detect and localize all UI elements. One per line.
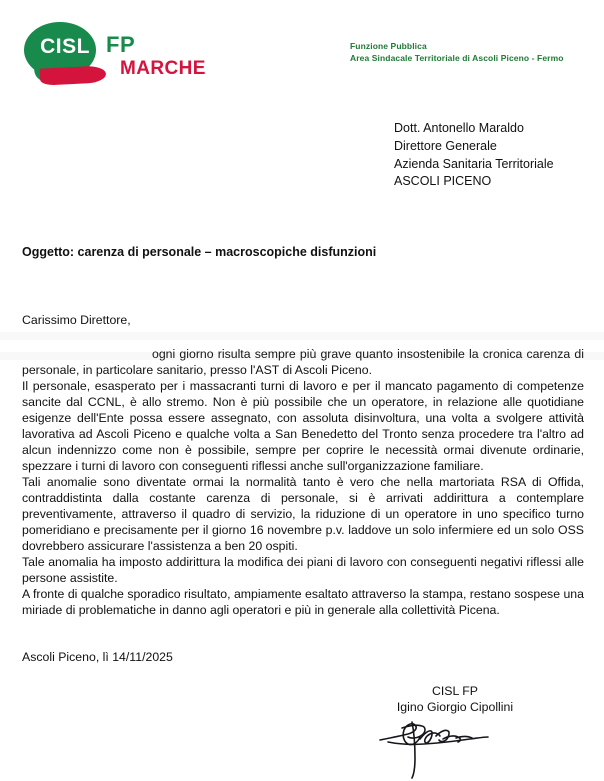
handwritten-signature-icon: [368, 712, 518, 780]
greeting: Carissimo Direttore,: [22, 313, 131, 327]
logo-cisl-text: CISL: [40, 35, 90, 58]
body-paragraph: Il personale, esasperato per i massacranti turni di lavoro e per il mancato pagamento di competenze sancite dal CCNL, è allo stremo. Non è più possibile che un operatore, in relazione alle quotidiane esigenze dell'Ente possa essere assegnato, con assoluta disinvoltura, una volta a svolgere attività lavorativa ad Ascoli Piceno e qualche volta a San Benedetto del Tronto senza procedere tra l'altro ad alcun indennizzo come non è possibile, sempre per coprire le necessità ormai divenute ordinarie, spezzare i turni di lavoro con conseguenti riflessi anche sull'organizzazione familiare.: [22, 378, 584, 473]
letterhead: [0, 0, 604, 110]
body-paragraph: Tale anomalia ha imposto addirittura la modifica dei piani di lavoro con conseguenti negativi riflessi alle persone assistite.: [22, 554, 584, 585]
signature-name: Igino Giorgio Cipollini: [396, 700, 514, 715]
subject-line: Oggetto: carenza di personale – macroscopiche disfunzioni: [22, 245, 377, 259]
logo-fp-text: FP: [106, 32, 136, 57]
organization-line-2: Area Sindacale Territoriale di Ascoli Piceno - Fermo: [350, 53, 564, 64]
letter-body: [22, 313, 584, 619]
signature-block: [330, 683, 580, 715]
body-paragraph: A fronte di qualche sporadico risultato, ampiamente esaltato attraverso la stampa, restano sospese una miriade di problematiche in danno agli operatori e più in generale alla collettività Picena.: [22, 586, 584, 617]
body-paragraph: Tali anomalie sono diventate ormai la normalità tanto è vero che nella martoriata RSA di Offida, contraddistinta dalla costante carenza di personale, si è arrivati addirittura a contemplare preventivamente, attraverso il quadro di servizio, la riduzione di un operatore in uno specifico turno pomeridiano e precisamente per il giorno 16 novembre p.v. laddove un solo infermiere ed un solo OSS dovrebbero assicurare l'assistenza a ben 20 ospiti.: [22, 474, 584, 553]
signature-organization: CISL FP: [431, 684, 478, 698]
addressee-name: Dott. Antonello Maraldo: [394, 121, 524, 135]
organization-line-1: Funzione Pubblica: [350, 41, 427, 51]
addressee-block: [394, 120, 554, 191]
cisl-fp-marche-logo: [24, 22, 214, 94]
organization-header: [350, 40, 564, 65]
addressee-role: Direttore Generale: [394, 138, 497, 153]
addressee-city: ASCOLI PICENO: [394, 174, 492, 189]
logo-marche-text: MARCHE: [120, 58, 206, 79]
addressee-organization: Azienda Sanitaria Territoriale: [394, 156, 554, 171]
swoosh-icon: [40, 65, 107, 85]
body-paragraph: ogni giorno risulta sempre più grave quanto insostenibile la cronica carenza di personale, in particolare sanitario, presso l'AST di Ascoli Piceno.: [22, 346, 584, 377]
date-line: Ascoli Piceno, lì 14/11/2025: [22, 650, 173, 664]
